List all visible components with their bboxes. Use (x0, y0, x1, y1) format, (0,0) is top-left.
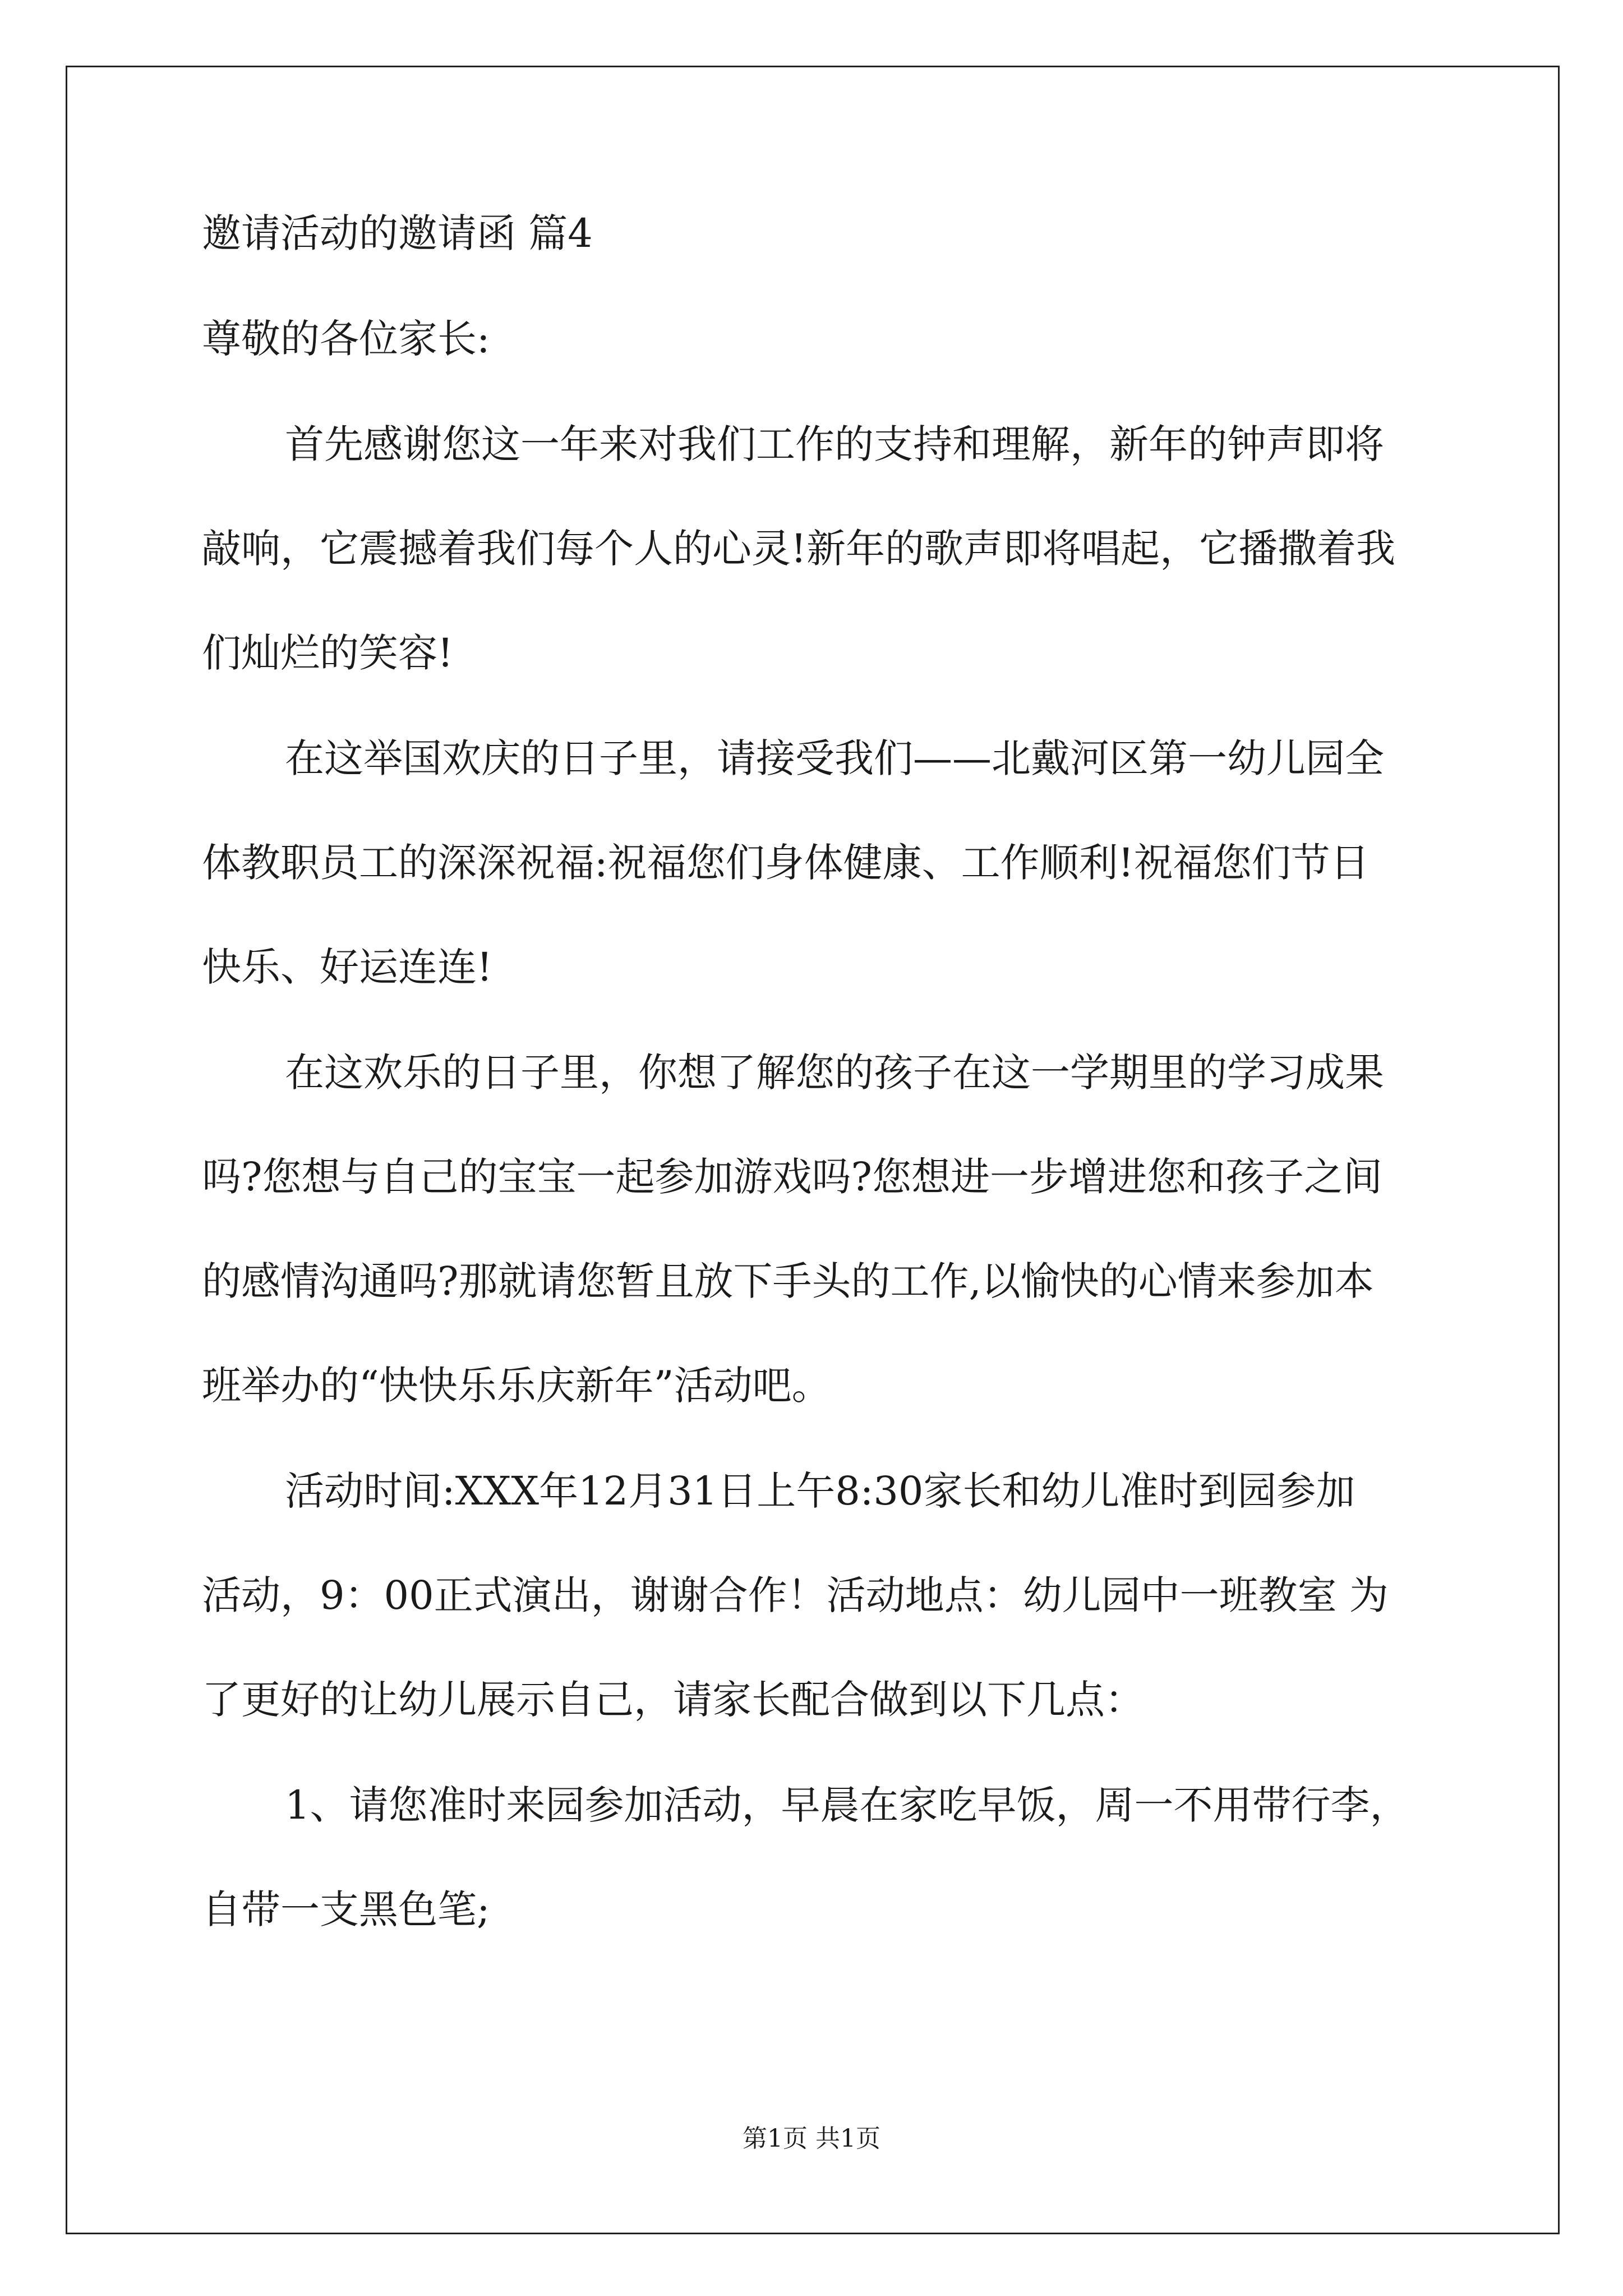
paragraph-line: 首先感谢您这一年来对我们工作的支持和理解，新年的钟声即将 (285, 421, 1384, 467)
paragraph-line: 在这欢乐的日子里，你想了解您的孩子在这一学期里的学习成果 (285, 1050, 1384, 1096)
paragraph-line: 1、请您准时来园参加活动，早晨在家吃早饭，周一不用带行李， (285, 1782, 1409, 1828)
paragraph-line: 在这举国欢庆的日子里，请接受我们——北戴河区第一幼儿园全 (285, 735, 1384, 781)
document-title: 邀请活动的邀请函 篇4 (202, 210, 593, 256)
paragraph-line: 自带一支黑色笔; (202, 1887, 490, 1932)
paragraph-line: 班举办的“快快乐乐庆新年”活动吧。 (202, 1363, 831, 1409)
paragraph-line: 们灿烂的笑容! (202, 630, 454, 676)
paragraph-invitation (202, 1047, 1436, 1411)
paragraph-line: 活动时间:XXX年12月31日上午8:30家长和幼儿准时到园参加 (285, 1468, 1355, 1514)
paragraph-line: 的感情沟通吗?那就请您暂且放下手头的工作,以愉快的心情来参加本 (202, 1258, 1374, 1304)
page-number-footer: 第1页 共1页 (743, 2124, 880, 2153)
paragraph-line: 体教职员工的深深祝福:祝福您们身体健康、工作顺利!祝福您们节日 (202, 840, 1370, 886)
paragraph-line: 了更好的让幼儿展示自己，请家长配合做到以下几点： (202, 1677, 1144, 1723)
paragraph-line: 活动，9：00正式演出，谢谢合作！活动地点：幼儿园中一班教室 为 (202, 1572, 1389, 1618)
paragraph-thanks (202, 418, 1436, 679)
paragraph-blessing (202, 733, 1436, 993)
paragraph-line: 吗?您想与自己的宝宝一起参加游戏吗?您想进一步增进您和孩子之间 (202, 1154, 1383, 1200)
paragraph-line: 快乐、好运连连! (202, 944, 493, 990)
paragraph-schedule (202, 1465, 1436, 1726)
paragraph-instruction-1 (202, 1779, 1436, 1935)
document-body (202, 208, 1436, 1989)
salutation: 尊敬的各位家长: (202, 316, 490, 362)
paragraph-line: 敲响，它震撼着我们每个人的心灵!新年的歌声即将唱起，它播撒着我 (202, 526, 1396, 572)
